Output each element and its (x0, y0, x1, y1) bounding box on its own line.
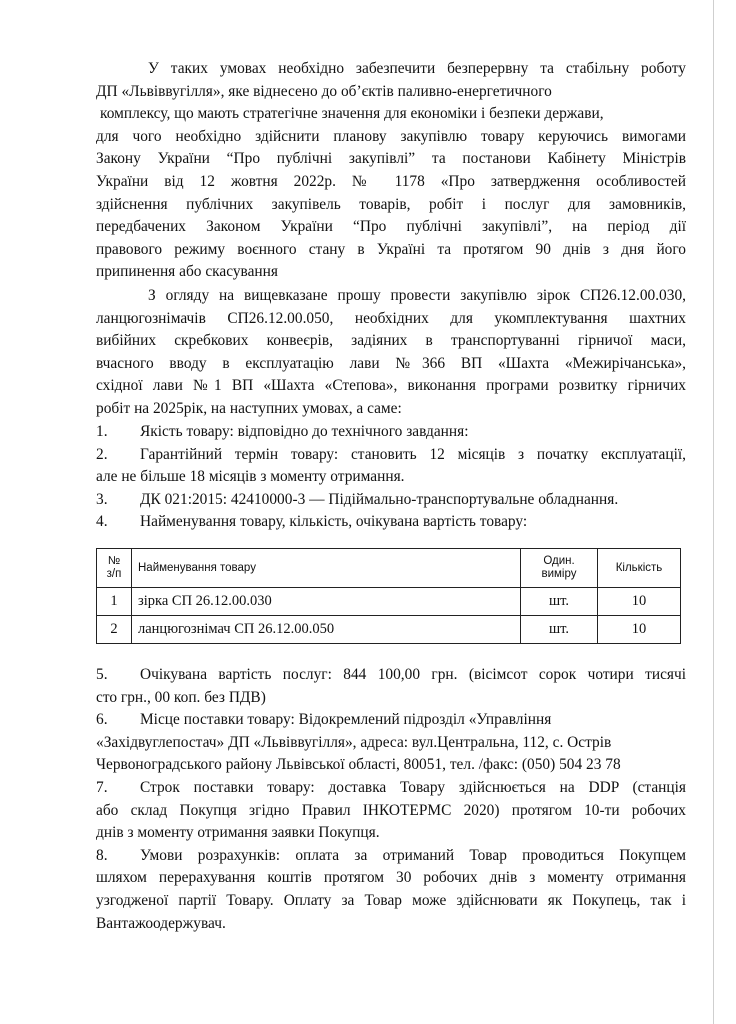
list-item-continuation: «Західвуглепостач» ДП «Львіввугілля», адреса: вул.Центральна, 112, с. Острів (96, 733, 612, 751)
text-line: правового режиму воєнного стану в Україні та протягом 90 днів з дня його (96, 240, 686, 258)
request-paragraph (96, 285, 686, 421)
text-line: для чого необхідно здійснити планову закупівлю товару керуючись вимогами (96, 127, 686, 145)
list-item-text: Гарантійний термін товару: становить 12 місяців з початку експлуатації, (140, 445, 686, 463)
list-item (96, 444, 686, 467)
text-line: ланцюгознімачів СП26.12.00.050, необхідних для укомплектування шахтних (96, 309, 686, 327)
text-line: вчасного вводу в експлуатацію лави №366 ВП «Шахта «Межирічанська», (96, 354, 686, 372)
list-item-continuation: шляхом перерахування коштів протягом 30 робочих днів з моменту отримання (96, 869, 686, 887)
text-line: Закону України “Про публічні закупівлі” та постанови Кабінету Міністрів (96, 150, 686, 168)
cell-quantity: 10 (598, 588, 681, 616)
list-item-text: ДК 021:2015: 42410000-3 — Підіймально-транспортувальне обладнання. (140, 490, 619, 508)
list-item-continuation: днів з моменту отримання заявки Покупця. (96, 824, 380, 842)
list-item-number: 1. (96, 423, 108, 440)
table-header-row (97, 549, 681, 588)
text-line: У таких умовах необхідно забезпечити безперервну та стабільну роботу (148, 60, 686, 77)
list-item-text: Очікувана вартість послуг: 844 100,00 грн. (вісімсот сорок чотири тисячі (140, 666, 686, 683)
cell-quantity: 10 (598, 616, 681, 644)
list-item (96, 845, 686, 868)
cell-name: зірка СП 26.12.00.030 (132, 588, 521, 616)
list-item (96, 511, 686, 534)
text-line: припинення або скасування (96, 263, 278, 281)
conditions-list-top (96, 421, 686, 534)
text-line: робіт на 2025рік, на наступних умовах, а саме: (96, 399, 402, 417)
header-unit: Один. виміру (521, 549, 598, 588)
list-item-number: 7. (96, 778, 108, 796)
header-quantity: Кількість (598, 549, 681, 588)
list-item-text: Місце поставки товару: Відокремлений підрозділ «Управління (140, 711, 552, 729)
intro-paragraph (96, 58, 686, 284)
list-item (96, 421, 686, 444)
cell-number: 1 (97, 588, 132, 616)
text-line: комплексу, що мають стратегічне значення для економіки і безпеки держави, (100, 105, 604, 123)
list-item-continuation: Вантажоодержувач. (96, 914, 226, 932)
list-item (96, 709, 686, 732)
list-item (96, 664, 686, 687)
text-line: східної лави №1 ВП «Шахта «Степова», виконання програми розвитку гірничих (96, 377, 686, 395)
list-item-text: Строк поставки товару: доставка Товару здійснюється на DDP (станція (140, 778, 686, 796)
list-item-number: 3. (96, 490, 108, 508)
text-line: передбачених Законом України “Про публічні закупівлі”, на період дії (96, 218, 686, 236)
list-item-continuation: або склад Покупця згідно Правил ІНКОТЕРМС 2020) протягом 10-ти робочих (96, 801, 686, 819)
list-item-continuation: узгодженої партії Товару. Оплату за Товар може здійснювати як Покупець, так і (96, 891, 686, 909)
list-item-continuation: сто грн., 00 коп. без ПДВ) (96, 688, 266, 706)
list-item-text: Найменування товару, кількість, очікувана вартість товару: (140, 513, 528, 531)
list-item-continuation: але не більше 18 місяців з моменту отримання. (96, 468, 405, 486)
list-item-continuation: Червоноградського району Львівської області, 80051, тел. /факс: (050) 504 23 78 (96, 756, 621, 774)
cell-name: ланцюгознімач СП 26.12.00.050 (132, 616, 521, 644)
table-row (97, 588, 681, 616)
page-edge-line (713, 0, 714, 1024)
text-line: З огляду на вищевказане прошу провести закупівлю зірок СП26.12.00.030, (148, 287, 686, 304)
list-item-number: 8. (96, 846, 108, 864)
list-item-text: Умови розрахунків: оплата за отриманий Товар проводиться Покупцем (140, 846, 686, 864)
list-item-number: 5. (96, 666, 108, 683)
list-item (96, 489, 686, 512)
header-number: № з/п (97, 549, 132, 588)
text-line: вибійних скребкових конвеєрів, задіяних в транспортуванні гірничої маси, (96, 332, 686, 350)
cell-number: 2 (97, 616, 132, 644)
list-item (96, 777, 686, 800)
table-row (97, 616, 681, 644)
text-line: здійснення публічних закупівель товарів, робіт і послуг для замовників, (96, 195, 686, 213)
list-item-number: 2. (96, 445, 108, 463)
conditions-list-bottom (96, 664, 686, 935)
list-item-text: Якість товару: відповідно до технічного завдання: (140, 423, 469, 440)
text-line: ДП «Львіввугілля», яке віднесено до об’єктів паливно-енергетичного (96, 82, 552, 100)
cell-unit: шт. (521, 616, 598, 644)
cell-unit: шт. (521, 588, 598, 616)
list-item-number: 4. (96, 513, 108, 531)
header-name: Найменування товару (132, 549, 521, 588)
text-line: України від 12 жовтня 2022р. № 1178 «Про затвердження особливостей (96, 172, 686, 190)
goods-table (96, 548, 681, 644)
list-item-number: 6. (96, 711, 108, 729)
